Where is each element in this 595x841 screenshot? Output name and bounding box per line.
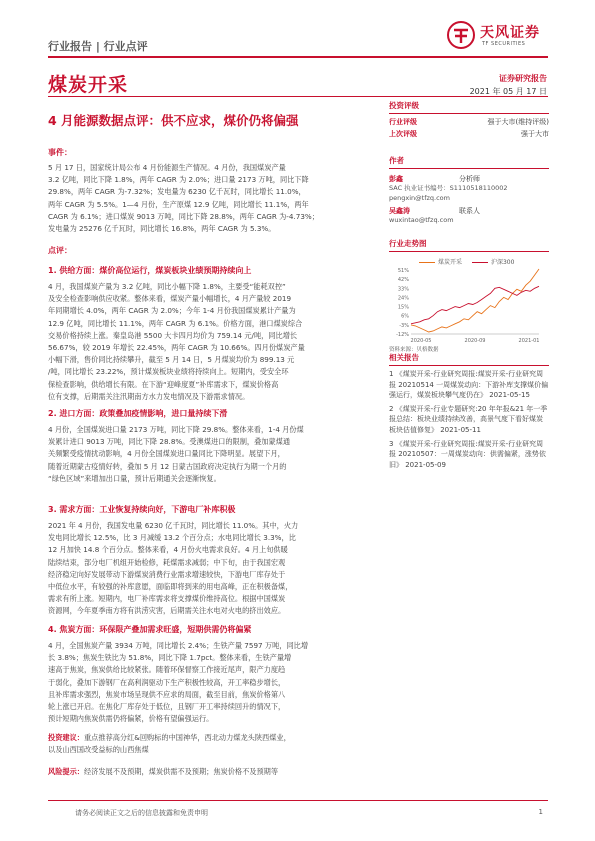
rating-value: 强于大市 (521, 130, 549, 138)
series-line (411, 269, 539, 332)
related-heading: 相关报告 (389, 353, 419, 362)
logo-text-en: TF SECURITIES (482, 41, 526, 47)
section-paragraph-supply (48, 281, 375, 403)
report-subtitle: 4 月能源数据点评：供不应求，煤价仍将偏强 (48, 113, 299, 128)
text-line: 长 3.8%；焦炭生铁比为 51.8%，同比下降 1.7pct。整体来看，生铁产量增 (48, 653, 292, 663)
page-title: 煤炭开采 (48, 74, 129, 96)
author-email[interactable]: wuxintao@tfzq.com (389, 216, 454, 224)
text-line: 12 月加快 14.8 个百分点。整体来看，4 月份火电需求良好。4 月上旬供暖 (48, 545, 288, 555)
text-line: 炭累计进口 9013 万吨，同比下降 28.8%。受澳煤进口的限制，叠加蒙煤通 (48, 437, 291, 447)
text-line: “绿色区域”来增加出口量，预计后期通关会逐渐恢复。 (48, 473, 221, 483)
text-line: 4 月，我国煤炭产量为 3.2 亿吨，同比小幅下降 1.8%，主要受“能耗双控” (48, 282, 286, 291)
text-line: 及安全检查影响供应收紧。整体来看，煤炭产量小幅增长，4 月产量较 2019 (48, 294, 292, 304)
page-number: 1 (538, 808, 543, 816)
text-line: 速高于焦炭，焦炭供给比较紧张。随着环保督察工作接近尾声，限产力度趋 (48, 665, 286, 675)
y-tick-label: 33% (397, 286, 409, 293)
text-line: 交易价格持续上涨。秦皇岛港 5500 大卡四月均价为 759.14 元/吨，同比增长 (48, 330, 298, 340)
y-tick-label: 51% (397, 268, 409, 274)
text-line: 56.67%，较 2019 年增长 22.45%，两年 CAGR 为 10.66%。四月份煤炭产量 (48, 343, 305, 353)
company-logo (446, 20, 556, 54)
title-divider (48, 96, 548, 97)
text-line: 关频繁受疫情扰动影响，4 月份全国煤炭进口量同比下降明显。展望下月， (48, 449, 285, 459)
related-reports-panel (389, 352, 549, 470)
text-line: 5 月 17 日，国家统计局公布 4 月份能源生产情况。4 月份，我国煤炭产量 (48, 163, 286, 172)
related-report-item[interactable]: 1 《煤炭开采-行业研究周报:煤炭开采-行业研究周报 20210514 一周煤炭动向：下游补库支撑煤价偏强运行，煤炭板块攀气度仍在》 2021-05-15 (389, 370, 549, 400)
related-divider (389, 365, 549, 366)
text-line: 4 月份，全国煤炭进口量 2173 万吨，同比下降 29.8%。整体来看，1-4 月份煤 (48, 425, 304, 434)
text-line: 轮上涨已开启。在焦化厂库存处于低位，且钢厂开工率持续回升的情况下， (48, 702, 286, 712)
report-type: 证券研究报告 (499, 74, 547, 83)
trend-chart (389, 266, 549, 346)
trend-heading: 行业走势图 (389, 239, 427, 248)
author-role: 联系人 (459, 207, 480, 215)
investment-suggestion (48, 732, 375, 756)
author-name: 吴鑫涛 (389, 207, 410, 215)
y-tick-label: 15% (397, 304, 409, 311)
comment-heading: 点评： (48, 246, 72, 255)
logo-text-cn: 天风证券 (480, 25, 540, 41)
text-line: 经济稳定向好发展带动下游煤炭消费行业需求增速较快，下游电厂库存处于 (48, 569, 286, 579)
y-tick-label: 42% (397, 277, 409, 284)
event-paragraph (48, 162, 375, 235)
text-line: 2021 年 4 月份，我国发电量 6230 亿千瓦时，同比增长 11.0%。其中，火力 (48, 521, 299, 530)
x-tick-label: 2021-01 (518, 338, 540, 344)
x-tick-label: 2020-05 (410, 338, 432, 344)
text-line: 陆续结束，部分电厂机组开始检修，耗煤需求减弱；中下旬，由于我国宏观 (48, 557, 286, 567)
authors-panel (389, 155, 549, 226)
author-role: 分析师 (459, 175, 480, 183)
rating-heading: 投资评级 (389, 101, 419, 110)
text-line: 以及山西国改受益标的山西焦煤 (48, 745, 149, 755)
text-line: 4 月，全国焦炭产量 3934 万吨，同比增长 2.4%；生铁产量 7597 万吨，同比增 (48, 641, 309, 650)
chart-legend (389, 257, 549, 266)
logo-mark-icon (446, 20, 476, 50)
event-heading: 事件： (48, 148, 72, 157)
risk-text: 经济发展不及预期，煤炭供需不及预期；焦炭价格不及预期等 (83, 767, 279, 776)
rating-row (389, 128, 549, 140)
header-divider (48, 56, 548, 58)
section-heading-coke: 4. 焦炭方面：环保限产叠加需求旺盛，短期供需仍将偏紧 (48, 625, 252, 634)
author-cert: SAC 执业证书编号：S1110518110002 (389, 184, 508, 192)
y-tick-label: 24% (397, 295, 409, 302)
author-row (389, 206, 549, 216)
authors-heading: 作者 (389, 156, 404, 165)
chart-source: 资料来源：贝格数据 (389, 347, 439, 353)
text-line: 随着近期蒙古疫情好转，叠加 5 月 12 日蒙古国政府决定执行为期一个月的 (48, 461, 287, 471)
report-category: 行业报告 | 行业点评 (48, 40, 148, 53)
text-line: 于弱化，叠加下游钢厂在高利润驱动下生产积极性较高，开工率稳步增长， (48, 677, 286, 687)
text-line: 需求有所上涨。短期内，电厂补库需求将支撑煤价维持高位。根据中国煤炭 (48, 594, 286, 604)
author-row (389, 174, 549, 184)
text-line: 3.2 亿吨，同比下降 1.8%，两年 CAGR 为 2.0%；进口量 2173 万吨，同比下降 (48, 175, 309, 185)
section-paragraph-import (48, 424, 375, 485)
section-heading-import: 2. 进口方面：政策叠加疫情影响，进口量持续下滑 (48, 409, 228, 418)
text-line: 资源网，今年夏季南方将有洪涝灾害，后期需关注水电对火电的挤出效应。 (48, 606, 286, 616)
suggestion-label: 投资建议： (48, 733, 84, 742)
text-line: 重点推荐高分红&回购标的中国神华，西北动力煤龙头陕西煤业， (83, 733, 291, 742)
risk-label: 风险提示： (48, 767, 84, 776)
rating-divider (389, 113, 549, 114)
trend-divider (389, 251, 549, 252)
legend-swatch (419, 262, 435, 264)
series-line (411, 286, 539, 324)
section-heading-demand: 3. 需求方面：工业恢复持续向好，下游电厂补库积极 (48, 505, 236, 514)
text-line: 29.8%，两年 CAGR 为-7.32%；发电量为 6230 亿千瓦时，同比增长 11.0%， (48, 187, 306, 197)
text-line: 年同期增长 4.0%，两年 CAGR 为 2.0%；今年 1-4 月份我国煤炭累计产量为 (48, 306, 296, 316)
risk-warning (48, 766, 375, 778)
rating-value: 强于大市(维持评级) (487, 118, 549, 126)
text-line: /吨，同比增长 23.22%，预计煤炭板块业绩将持续向上。短期内，受安全环 (48, 367, 289, 377)
related-report-item[interactable]: 3 《煤炭开采-行业研究周报:煤炭开采-行业研究周报 20210507：一周煤炭动向：供需偏紧，涨势依旧》 2021-05-09 (389, 439, 546, 469)
footer-disclaimer: 请务必阅读正文之后的信息披露和免责申明 (75, 809, 208, 817)
section-heading-supply: 1. 供给方面：煤价高位运行，煤炭板块业绩预期持续向上 (48, 266, 252, 275)
y-tick-label: -12% (396, 332, 409, 338)
report-date: 2021 年 05 月 17 日 (469, 87, 547, 96)
legend-label: 沪深300 (490, 259, 515, 266)
legend-label: 煤炭开采 (438, 259, 463, 266)
text-line: 且补库需求强烈，焦炭市场呈现供不应求的局面，截至目前，焦炭价格第八 (48, 689, 286, 699)
text-line: 两年 CAGR 为 5.5%。1—4 月份，生产原煤 12.9 亿吨，同比增长 11.1%，两年 (48, 199, 309, 209)
text-line: 预计短期内焦炭供需仍将偏紧，价格有望偏强运行。 (48, 714, 214, 724)
text-line: 小幅下滑，售价同比持续攀升，截至 5 月 14 日，5 月煤炭均价为 899.13 元 (48, 355, 295, 365)
y-tick-label: 6% (401, 313, 409, 320)
text-line: 发电同比增长 12.5%，比 3 月减缓 13.2 个百分点；水电同比增长 3.3%，比 (48, 533, 296, 543)
authors-divider (389, 168, 549, 169)
author-name: 彭鑫 (389, 175, 403, 183)
trend-panel (389, 238, 549, 356)
rating-key: 上次评级 (389, 130, 417, 138)
text-line: 12.9 亿吨，同比增长 11.1%，两年 CAGR 为 6.1%。价格方面，港口煤炭综合 (48, 318, 303, 328)
related-report-item[interactable]: 2 《煤炭开采-行业专题研究:20 年年报&21 年一季报总结：板块业绩持续改善，高景气度下看好煤炭板块估值修复》 2021-05-11 (389, 404, 548, 434)
text-line: CAGR 为 6.1%；进口煤炭 9013 万吨，同比下降 28.8%，两年 CAGR 为-4.73%； (48, 211, 319, 221)
x-tick-label: 2020-09 (464, 338, 486, 344)
text-line: 中低位水平，有较强的补库意愿，面临即将到来的用电高峰，正在积极备煤， (48, 582, 293, 592)
author-email[interactable]: pengxin@tfzq.com (389, 193, 450, 202)
y-tick-label: -3% (399, 322, 409, 329)
section-paragraph-coke (48, 640, 375, 725)
section-paragraph-demand (48, 520, 375, 618)
text-line: 位有支撑，后期需关注汛期南方水力发电情况及下游需求情况。 (48, 391, 250, 401)
footer-divider (48, 800, 548, 801)
rating-key: 行业评级 (389, 118, 417, 126)
text-line: 发电量为 25276 亿千瓦时，同比增长 16.8%，两年 CAGR 为 5.3%。 (48, 224, 276, 234)
rating-row (389, 116, 549, 128)
legend-swatch (472, 262, 488, 264)
rating-panel (389, 100, 549, 140)
text-line: 保检查影响，供给增长有限。在下游“迎峰度夏”补库需求下，煤炭价格高 (48, 379, 279, 389)
